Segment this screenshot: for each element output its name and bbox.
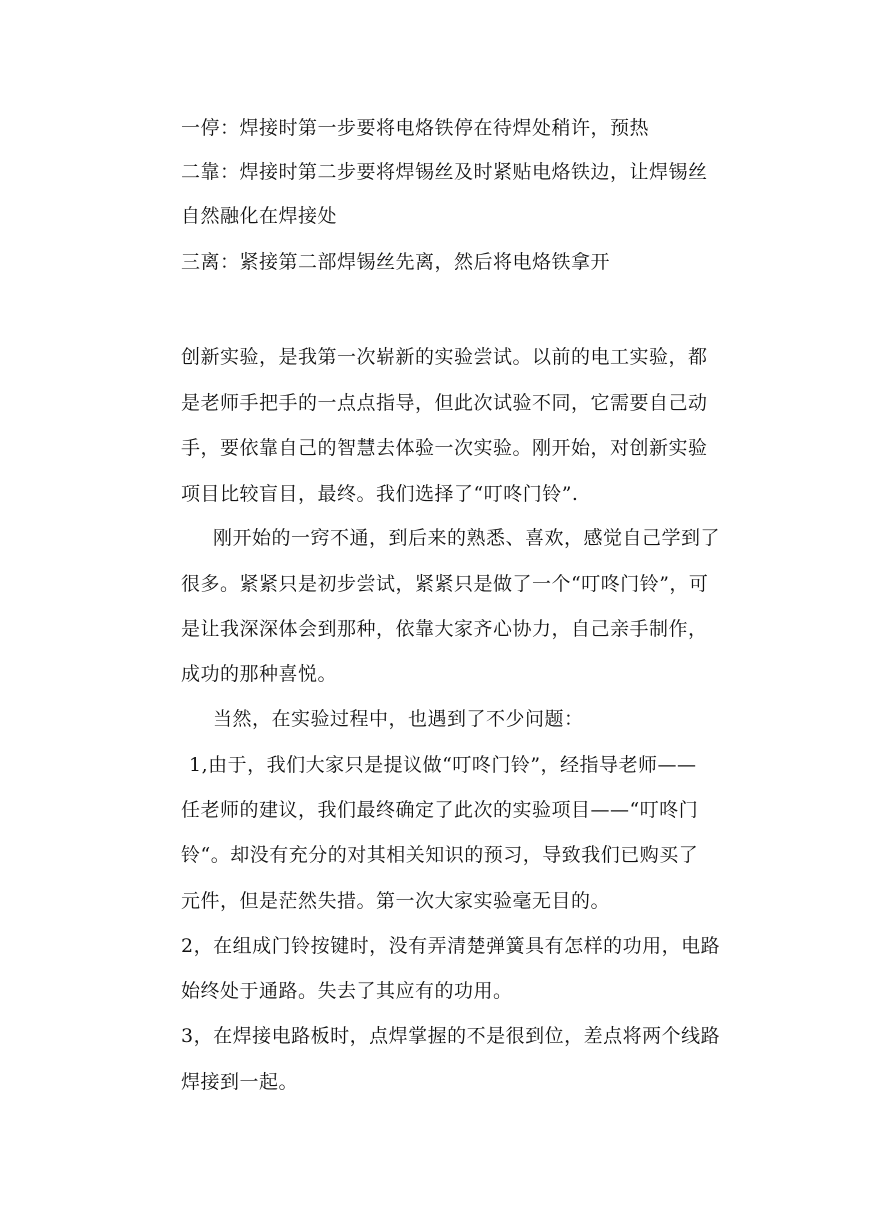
step-2-continuation-line: 自然融化在焊接处 (181, 205, 338, 227)
problem-1-line-4: 元件，但是茫然失措。第一次大家实验毫无目的。 (181, 890, 611, 912)
problem-1-line-3: 铃“。却没有充分的对其相关知识的预习，导致我们已购买了 (181, 844, 699, 866)
step-1-line: 一停：焊接时第一步要将电烙铁停在待焊处稍许，预热 (181, 117, 650, 139)
problem-3-line-2: 焊接到一起。 (181, 1071, 299, 1093)
step-2-line: 二靠：焊接时第二步要将焊锡丝及时紧贴电烙铁边，让焊锡丝 (181, 161, 708, 183)
problem-1-line-2: 任老师的建议，我们最终确定了此次的实验项目——“叮咚门 (181, 799, 699, 821)
paragraph-2-line-4: 成功的那种喜悦。 (181, 663, 338, 685)
paragraph-1-line-4: 项目比较盲目，最终。我们选择了“叮咚门铃”. (181, 483, 579, 505)
problem-3-line-1: 3，在焊接电路板时，点焊掌握的不是很到位，差点将两个线路 (181, 1025, 721, 1047)
paragraph-3-line-1: 当然，在实验过程中，也遇到了不少问题： (213, 708, 584, 730)
paragraph-2-line-1: 刚开始的一窍不通，到后来的熟悉、喜欢，感觉自己学到了 (213, 527, 721, 549)
step-3-line: 三离：紧接第二部焊锡丝先离，然后将电烙铁拿开 (181, 251, 611, 273)
paragraph-2-line-2: 很多。紧紧只是初步尝试，紧紧只是做了一个“叮咚门铃”，可 (181, 573, 709, 595)
paragraph-1-line-2: 是老师手把手的一点点指导，但此次试验不同，它需要自己动 (181, 392, 708, 414)
paragraph-2-line-3: 是让我深深体会到那种，依靠大家齐心协力，自己亲手制作， (181, 618, 708, 640)
problem-2-line-2: 始终处于通路。失去了其应有的功用。 (181, 980, 513, 1002)
problem-2-line-1: 2，在组成门铃按键时，没有弄清楚弹簧具有怎样的功用，电路 (181, 935, 721, 957)
paragraph-1-line-3: 手，要依靠自己的智慧去体验一次实验。刚开始，对创新实验 (181, 437, 708, 459)
problem-1-line-1: 1,由于，我们大家只是提议做“叮咚门铃”，经指导老师—— (189, 754, 697, 776)
paragraph-1-line-1: 创新实验，是我第一次崭新的实验尝试。以前的电工实验，都 (181, 346, 708, 368)
